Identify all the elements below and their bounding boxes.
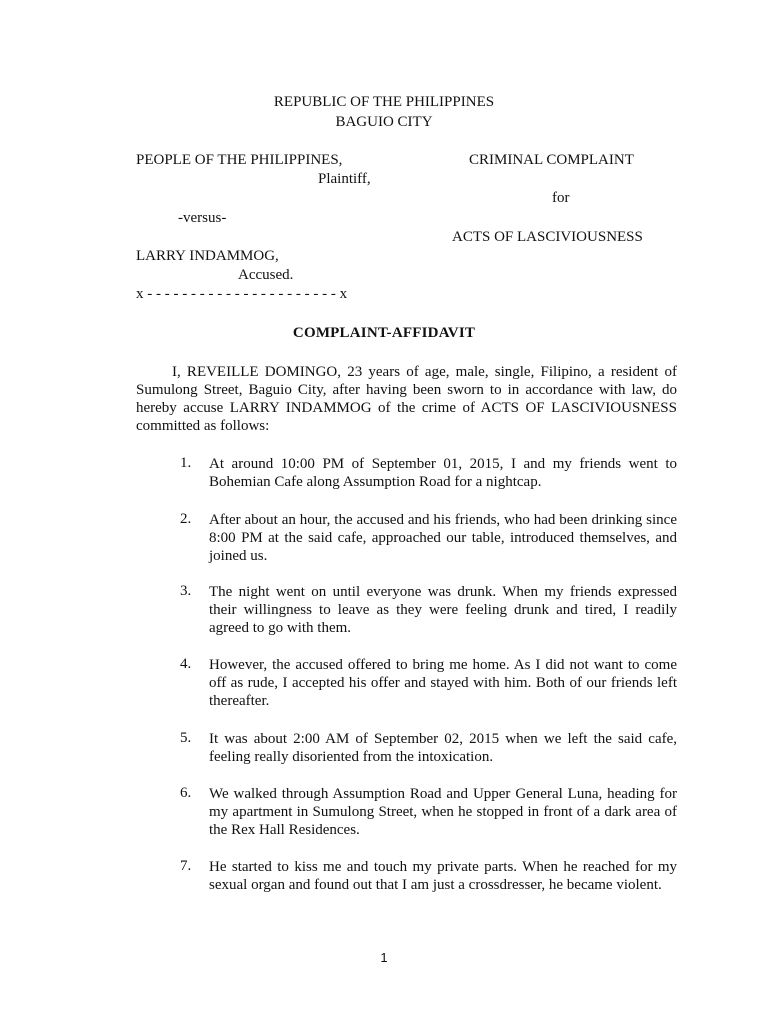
complaint-type: CRIMINAL COMPLAINT bbox=[469, 152, 634, 168]
item-text: However, the accused offered to bring me home. As I did not want to come off as rude, I accepted his offer and stayed with him. Both of our friends left thereafter. bbox=[209, 657, 677, 709]
item-number: 3. bbox=[180, 583, 192, 599]
intro-text: I, REVEILLE DOMINGO, 23 years of age, male, single, Filipino, a resident of Sumulong Street, Baguio City, after having been sworn to in accordance with law, do hereby accuse LARRY INDAMMOG of the crime of ACTS OF LASCIVIOUSNESS committed as follows: bbox=[136, 364, 677, 434]
accused-label: Accused. bbox=[238, 267, 294, 283]
item-text: After about an hour, the accused and his friends, who had been drinking since 8:00 PM at the said cafe, approached our table, introduced themselves, and joined us. bbox=[209, 512, 677, 564]
item-text: He started to kiss me and touch my private parts. When he reached for my sexual organ and found out that I am just a crossdresser, he became violent. bbox=[209, 859, 677, 893]
plaintiff-label: Plaintiff, bbox=[318, 171, 371, 187]
caption-separator: x - - - - - - - - - - - - - - - - - - - - - - x bbox=[136, 286, 348, 302]
intro-paragraph bbox=[136, 363, 677, 435]
for-label: for bbox=[552, 190, 570, 206]
item-text: We walked through Assumption Road and Upper General Luna, heading for my apartment in Sumulong Street, when he stopped in front of a dark area of the Rex Hall Residences. bbox=[209, 786, 677, 838]
item-number: 5. bbox=[180, 730, 192, 746]
item-number: 2. bbox=[180, 511, 192, 527]
item-number: 7. bbox=[180, 858, 192, 874]
item-number: 4. bbox=[180, 656, 192, 672]
item-text: The night went on until everyone was drunk. When my friends expressed their willingness to leave as they were feeling drunk and tired, I readily agreed to go with them. bbox=[209, 584, 677, 636]
crime-label: ACTS OF LASCIVIOUSNESS bbox=[452, 229, 643, 245]
document-title: COMPLAINT-AFFIDAVIT bbox=[292, 325, 476, 341]
item-number: 6. bbox=[180, 785, 192, 801]
item-text: It was about 2:00 AM of September 02, 2015 when we left the said cafe, feeling really disoriented from the intoxication. bbox=[209, 731, 677, 765]
plaintiff-name: PEOPLE OF THE PHILIPPINES, bbox=[136, 152, 343, 168]
header-city: BAGUIO CITY bbox=[335, 114, 433, 130]
item-text: At around 10:00 PM of September 01, 2015, I and my friends went to Bohemian Cafe along Assumption Road for a nightcap. bbox=[209, 456, 677, 490]
versus-label: -versus- bbox=[178, 210, 227, 226]
header-republic: REPUBLIC OF THE PHILIPPINES bbox=[273, 94, 495, 110]
item-number: 1. bbox=[180, 455, 192, 471]
page-number: 1 bbox=[380, 950, 388, 965]
accused-name: LARRY INDAMMOG, bbox=[136, 248, 279, 264]
